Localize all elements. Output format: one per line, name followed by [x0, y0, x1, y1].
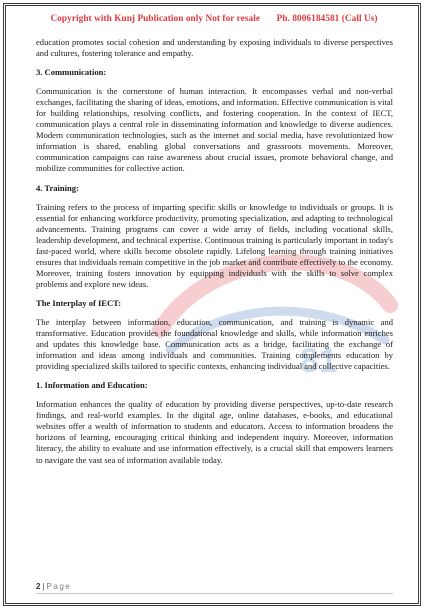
watermark-digits: 81 — [300, 342, 338, 380]
footer-separator: | — [42, 582, 45, 591]
page-header — [0, 14, 428, 24]
paragraph-interplay: The interplay between information, education, communication, and training is dynamic and transformative. Education provides the foundational knowledge and skills, while information enriches and updates this knowledge base. Communication acts as a bridge, facilitating the exchange of information and ideas among individuals and communities. Training complements education by providing specialized skills tailored to specific contexts, enhancing individual and collective capacities. — [36, 316, 393, 372]
paragraph-communication: Communication is the cornerstone of human interaction. It encompasses verbal and non-verbal exchanges, facilitating the sharing of ideas, emotions, and information. Effective communication is vital for building relationships, resolving conflicts, and fostering cooperation. In the context of IECT, communication plays a central role in disseminating information and knowledge to diverse audiences. Modern communication technologies, such as the internet and social media, have revolutionized how information is shared, enabling global conversations and grassroots movements. Moreover, communication campaigns can raise awareness about crucial issues, promote behavioral change, and mobilize communities for collective action. — [36, 86, 393, 174]
footer-rule — [36, 593, 393, 594]
heading-training: 4. Training: — [36, 182, 79, 193]
heading-interplay: The Interplay of IECT: — [36, 297, 122, 308]
phone-number: Ph. 8006184581 (Call Us) — [276, 14, 378, 24]
heading-communication: 3. Communication: — [36, 67, 107, 78]
page-number: 2 — [36, 582, 41, 591]
page-label: Page — [46, 582, 72, 591]
paragraph-training: Training refers to the process of imparting specific skills or knowledge to individuals or groups. It is essential for enhancing workforce productivity, promoting specialization, and adapting to technological advancements. Training programs can cover a wide array of fields, including vocational skills, leadership development, and technical expertise. Continuous training is particularly important in today's fast-paced world, where skills become obsolete rapidly. Lifelong learning through training initiatives ensures that individuals remain competitive in the job market and contribute effectively to the economy. Moreover, training fosters innovation by equipping individuals with the skills to solve complex problems and explore new ideas. — [36, 201, 393, 289]
page-footer — [36, 582, 71, 591]
document-body — [36, 37, 393, 466]
heading-information-education: 1. Information and Education: — [36, 380, 148, 391]
paragraph-intro: education promotes social cohesion and understanding by exposing individuals to diverse perspectives and cultures, fostering tolerance and empathy. — [36, 37, 393, 59]
paragraph-information-education: Information enhances the quality of education by providing diverse perspectives, up-to-date research findings, and real-world examples. In the digital age, online databases, e-books, and educational websites offer a wealth of information to students and educators. Access to information broadens the horizons of learning, encouraging critical thinking and independent inquiry. Moreover, information literacy, the ability to evaluate and use information effectively, is a crucial skill that empowers learners to navigate the vast sea of information available today. — [36, 399, 393, 465]
copyright-notice: Copyright with Kunj Publication only Not for resale — [50, 14, 261, 24]
